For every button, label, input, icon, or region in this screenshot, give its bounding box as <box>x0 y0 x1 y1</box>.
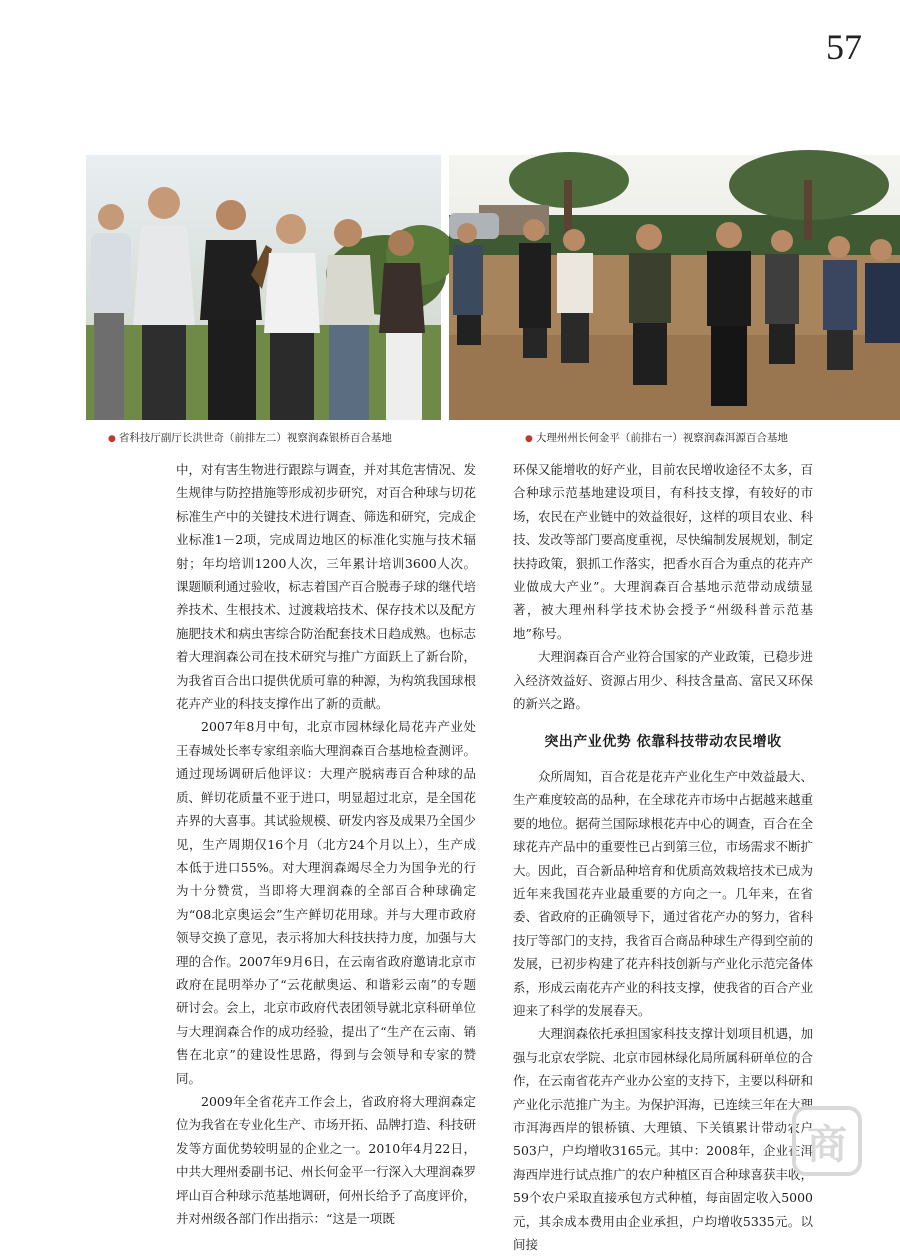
paragraph: 大理润森依托承担国家科技支撑计划项目机遇，加强与北京农学院、北京市园林绿化局所属科研单位的合作，在云南省花卉产业办公室的支持下，主要以科研和产业化示范推广为主。为保护洱海，已连续三年在大理市洱海西岸的银桥镇、大理镇、下关镇累计带动农户503户，户均增收3165元。其中：2008年，企业在洱海西岸进行试点推广的农户种植区百合种球喜获丰收，59个农户采取直接承包方式种植，每亩固定收入5000元，其余成本费用由企业承担，户均增收5335元。以间接 <box>513 1026 814 1252</box>
paragraph: 大理润森百合产业符合国家的产业政策，已稳步进入经济效益好、资源占用少、科技含量高、富民又环保的新兴之路。 <box>513 649 814 712</box>
paragraph: 2009年全省花卉工作会上，省政府将大理润森定位为我省在专业化生产、市场开拓、品牌打造、科技研发等方面优势较明显的企业之一。2010年4月22日，中共大理州委副书记、州长何金平一行深入大理润森罗坪山百合种球示范基地调研，何州长给予了高度评价，并对州级各部门作出指示：“这是一项既 <box>176 1093 477 1226</box>
photo-inspection-yinqiao <box>86 155 441 420</box>
caption-right-text: 大理州州长何金平（前排右一）视察润森洱源百合基地 <box>535 432 788 444</box>
section-heading: 突出产业优势 依靠科技带动农民增收 <box>544 734 782 751</box>
paragraph: 2007年8月中旬，北京市园林绿化局花卉产业处王春城处长率专家组亲临大理润森百合基地检查测评。通过现场调研后他评议：大理产脱病毒百合种球的品质、鲜切花质量不亚于进口，明显超过北京，是全国花卉界的大喜事。其试验规模、研发内容及成果乃全国少见，生产周期仅16个月（北方24个月以上），生产成本低于进口55%。对大理润森竭尽全力为国争光的行为十分赞赏，当即将大理润森的全部百合种球确定为“08北京奥运会”生产鲜切花用球。并与大理市政府领导交换了意见，表示将加大科技扶持力度，加强与大理的合作。2007年9月6日，在云南省政府邀请北京市政府在昆明举办了“云花献奥运、和谐彩云南”的专题研讨会。会上，北京市政府代表团领导就北京科研单位与大理润森合作的成功经验，提出了“生产在云南、销售在北京”的建设性思路，得到与会领导和专家的赞同。 <box>176 719 477 1086</box>
article-right-column <box>513 458 813 1256</box>
paragraph: 众所周知，百合花是花卉产业化生产中效益最大、生产难度较高的品种，在全球花卉市场中占据越来越重要的地位。据荷兰国际球根花卉中心的调查，百合在全球花卉产品中的重要性已占到第三位，市场需求不断扩大。因此，百合新品种培育和优质高效栽培技术已成为近年来我国花卉业最重要的方向之一。几年来，在省委、省政府的正确领导下，通过省花产办的努力，省科技厅等部门的支持，我省百合商品种球生产得到空前的发展，已初步构建了花卉科技创新与产业化示范完备体系，形成云南花卉产业的科技支撑，使我省的百合产业迎来了科学的发展春天。 <box>513 768 814 1018</box>
bullet-icon: ● <box>525 434 533 444</box>
photo-inspection-eryuan <box>449 155 900 420</box>
article-left-column <box>176 458 476 1230</box>
paragraph: 环保又能增收的好产业，目前农民增收途径不太多，百合种球示范基地建设项目，有科技支撑，有较好的市场，农民在产业链中的效益很好，这样的项目农业、科技、发改等部门要高度重视，尽快编制发展规划，制定扶持政策，狠抓工作落实，把香水百合为重点的花卉产业做成大产业”。大理润森百合基地示范带动成绩显著，被大理州科学技术协会授予“州级科普示范基地”称号。 <box>513 462 814 641</box>
photo-caption-left <box>108 430 392 445</box>
photo-caption-right <box>525 430 788 445</box>
bullet-icon: ● <box>108 434 116 444</box>
caption-left-text: 省科技厅副厅长洪世奇（前排左二）视察润森银桥百合基地 <box>118 432 392 444</box>
publisher-watermark-logo: 商 <box>792 1106 862 1176</box>
page-number: 57 <box>826 27 862 67</box>
paragraph: 中，对有害生物进行跟踪与调查，并对其危害情况、发生规律与防控措施等形成初步研究，对百合种球与切花标准生产中的关键技术进行调查、筛选和研究，完成企业标准1－2项，完成周边地区的标准化实施与技术辐射；年均培训1200人次，三年累计培训3600人次。课题顺利通过验收，标志着国产百合脱毒子球的继代培养技术、生根技术、过渡栽培技术、保存技术以及配方施肥技术和病虫害综合防治配套技术日趋成熟。也标志着大理润森公司在技术研究与推广方面跃上了新台阶，为我省百合出口提供优质可靠的种源，为构筑我国球根花卉产业的科技支撑作出了新的贡献。 <box>176 462 477 712</box>
